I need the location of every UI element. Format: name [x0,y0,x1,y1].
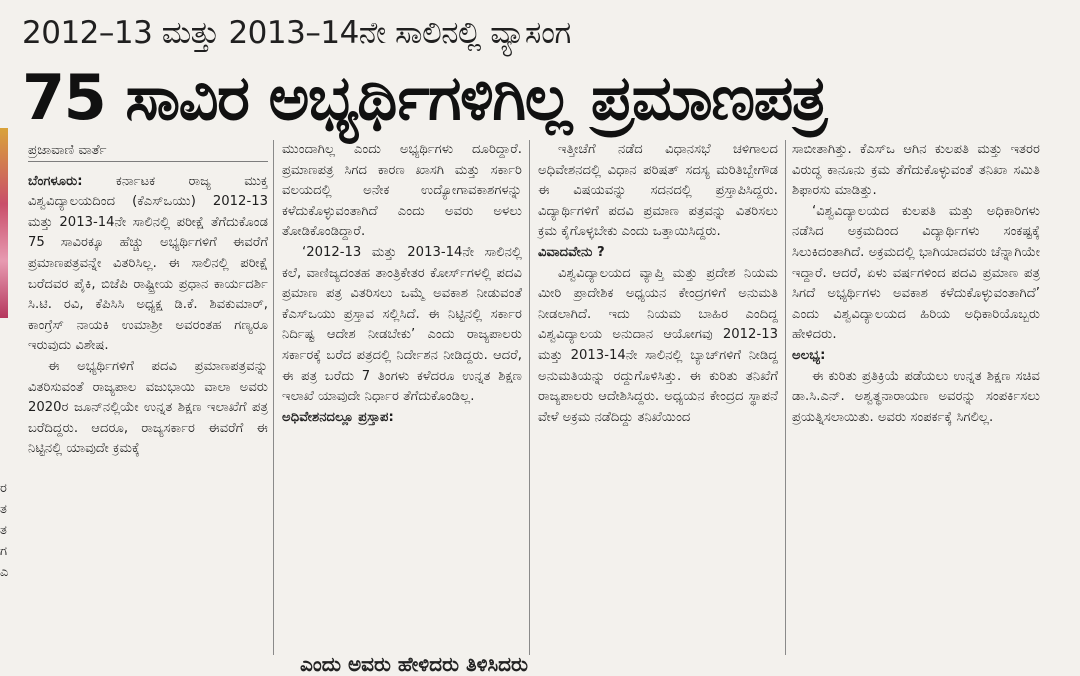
adjacent-column-fragment: ರ ತ ತ ಗ ಎ [0,481,9,580]
article-column-3 [538,140,778,660]
next-headline-fragment: ಎಂದು ಅವರು ಹೇಳಿದರು ತಿಳಿಸಿದರು [300,652,528,676]
paragraph: ‘2012-13 ಮತ್ತು 2013-14ನೇ ಸಾಲಿನಲ್ಲಿ ಕಲೆ, ವಾಣಿಜ್ಯದಂತಹ ತಾಂತ್ರಿಕೇತರ ಕೋರ್ಸ್‌ಗಳಲ್ಲಿ ಪದವಿ ಪ್ರಮಾಣ ಪತ್ರ ವಿತರಿಸಲು ಒಮ್ಮೆ ಅವಕಾಶ ನೀಡುವಂತೆ ಕೆಎಸ್‌ಒಯು ಪ್ರಸ್ತಾವ ಸಲ್ಲಿಸಿದೆ. ಈ ನಿಟ್ಟಿನಲ್ಲಿ ಸರ್ಕಾರ ನಿರ್ದಿಷ್ಟ ಆದೇಶ ನೀಡಬೇಕು’ ಎಂದು ರಾಜ್ಯಪಾಲರು ಸರ್ಕಾರಕ್ಕೆ ಬರೆದ ಪತ್ರದಲ್ಲಿ ನಿರ್ದೇಶನ ನೀಡಿದ್ದರು. ಆದರೆ, ಈ ಪತ್ರ ಬರೆದು 7 ತಿಂಗಳು ಕಳೆದರೂ ಉನ್ನತ ಶಿಕ್ಷಣ ಇಲಾಖೆ ಯಾವುದೇ ನಿರ್ಧಾರ ತೆಗೆದುಕೊಂಡಿಲ್ಲ. [282,244,522,405]
paragraph: ಮುಂದಾಗಿಲ್ಲ ಎಂದು ಅಭ್ಯರ್ಥಿಗಳು ದೂರಿದ್ದಾರೆ. ಪ್ರಮಾಣಪತ್ರ ಸಿಗದ ಕಾರಣ ಖಾಸಗಿ ಮತ್ತು ಸರ್ಕಾರಿ ವಲಯದಲ್ಲಿ ಅನೇಕ ಉದ್ಯೋಗಾವಕಾಶಗಳನ್ನು ಕಳೆದುಕೊಳ್ಳುವಂತಾಗಿದೆ ಎಂದು ಅವರು ಅಳಲು ತೋಡಿಕೊಂಡಿದ್ದಾರೆ. [282,142,522,240]
byline: ಪ್ರಜಾವಾಣಿ ವಾರ್ತೆ [28,142,107,158]
column-rule [273,140,274,655]
subheading: ಅಲಭ್ಯ: [792,347,826,363]
article-column-1 [28,140,268,660]
paragraph: ವಿಶ್ವವಿದ್ಯಾಲಯದ ವ್ಯಾಪ್ತಿ ಮತ್ತು ಪ್ರದೇಶ ನಿಯಮ ಮೀರಿ ಪ್ರಾದೇಶಿಕ ಅಧ್ಯಯನ ಕೇಂದ್ರಗಳಿಗೆ ಅನುಮತಿ ನೀಡಲಾಗಿದೆ. ಇದು ನಿಯಮ ಬಾಹಿರ ಎಂದಿದ್ದ ವಿಶ್ವವಿದ್ಯಾಲಯ ಅನುದಾನ ಆಯೋಗವು 2012-13 ಮತ್ತು 2013-14ನೇ ಸಾಲಿನಲ್ಲಿ ಬ್ಯಾಚ್‌ಗಳಿಗೆ ನೀಡಿದ್ದ ಅನುಮತಿಯನ್ನು ರದ್ದುಗೊಳಿಸಿತ್ತು. ಈ ಕುರಿತು ತನಿಖೆಗೆ ರಾಜ್ಯಪಾಲರು ಆದೇಶಿಸಿದ್ದರು. ಅಧ್ಯಯನ ಕೇಂದ್ರದ ಸ್ಥಾಪನೆ ವೇಳೆ ಅಕ್ರಮ ನಡೆದಿದ್ದು ತನಿಖೆಯಿಂದ [538,265,778,425]
paragraph: ಇತ್ತೀಚೆಗೆ ನಡೆದ ವಿಧಾನಸಭೆ ಚಳಿಗಾಲದ ಅಧಿವೇಶನದಲ್ಲಿ ವಿಧಾನ ಪರಿಷತ್ ಸದಸ್ಯ ಮರಿತಿಬ್ಬೇಗೌಡ ಈ ವಿಷಯವನ್ನು ಸದನದಲ್ಲಿ ಪ್ರಸ್ತಾಪಿಸಿದ್ದರು. ವಿದ್ಯಾರ್ಥಿಗಳಿಗೆ ಪದವಿ ಪ್ರಮಾಣ ಪತ್ರವನ್ನು ವಿತರಿಸಲು ಕ್ರಮ ಕೈಗೊಳ್ಳಬೇಕು ಎಂದು ಒತ್ತಾಯಿಸಿದ್ದರು. [538,142,778,240]
paragraph: ಈ ಅಭ್ಯರ್ಥಿಗಳಿಗೆ ಪದವಿ ಪ್ರಮಾಣಪತ್ರವನ್ನು ವಿತರಿಸುವಂತೆ ರಾಜ್ಯಪಾಲ ವಜುಭಾಯಿ ವಾಲಾ ಅವರು 2020ರ ಜೂನ್‌ನಲ್ಲಿಯೇ ಉನ್ನತ ಶಿಕ್ಷಣ ಇಲಾಖೆಗೆ ಪತ್ರ ಬರೆದಿದ್ದರು. ಆದರೂ, ರಾಜ್ಯಸರ್ಕಾರ ಈವರೆಗೆ ಈ ನಿಟ್ಟಿನಲ್ಲಿ ಯಾವುದೇ ಕ್ರಮಕ್ಕೆ [28,358,268,457]
subheading: ವಿವಾದವೇನು ? [538,244,605,260]
paragraph-text: ಕರ್ನಾಟಕ ರಾಜ್ಯ ಮುಕ್ತ ವಿಶ್ವವಿದ್ಯಾಲಯದಿಂದ (ಕೆಎಸ್‌ಒಯು) 2012-13 ಮತ್ತು 2013-14ನೇ ಸಾಲಿನಲ್ಲಿ ಪರೀಕ್ಷೆ ತೆಗೆದುಕೊಂಡ 75 ಸಾವಿರಕ್ಕೂ ಹೆಚ್ಚು ಅಭ್ಯರ್ಥಿಗಳಿಗೆ ಈವರೆಗೆ ಪ್ರಮಾಣಪತ್ರವನ್ನೇ ವಿತರಿಸಿಲ್ಲ. ಈ ಸಾಲಿನಲ್ಲಿ ಪರೀಕ್ಷೆ ಬರೆದವರ ಪೈಕಿ, ಬಿಜೆಪಿ ರಾಷ್ಟ್ರೀಯ ಪ್ರಧಾನ ಕಾರ್ಯದರ್ಶಿ ಸಿ.ಟಿ. ರವಿ, ಕೆಪಿಸಿಸಿ ಅಧ್ಯಕ್ಷ ಡಿ.ಕೆ. ಶಿವಕುಮಾರ್, ಕಾಂಗ್ರೆಸ್ ನಾಯಕಿ ಉಮಾಶ್ರೀ ಅವರಂತಹ ಗಣ್ಯರೂ ಇರುವುದು ವಿಶೇಷ. [28,173,268,354]
main-headline: 75 ಸಾವಿರ ಅಭ್ಯರ್ಥಿಗಳಿಗಿಲ್ಲ ಪ್ರಮಾಣಪತ್ರ [22,61,826,134]
adjacent-photo-edge [0,128,8,318]
article-column-2 [282,140,522,660]
paragraph: ‘ವಿಶ್ವವಿದ್ಯಾಲಯದ ಕುಲಪತಿ ಮತ್ತು ಅಧಿಕಾರಿಗಳು ನಡೆಸಿದ ಅಕ್ರಮದಿಂದ ವಿದ್ಯಾರ್ಥಿಗಳು ಸಂಕಷ್ಟಕ್ಕೆ ಸಿಲುಕಿದಂತಾಗಿದೆ. ಅಕ್ರಮದಲ್ಲಿ ಭಾಗಿಯಾದವರು ಚೆನ್ನಾಗಿಯೇ ಇದ್ದಾರೆ. ಆದರೆ, ಏಳು ವರ್ಷಗಳಿಂದ ಪದವಿ ಪ್ರಮಾಣ ಪತ್ರ ಸಿಗದೆ ಅಭ್ಯರ್ಥಿಗಳು ಅವಕಾಶ ಕಳೆದುಕೊಳ್ಳುವಂತಾಗಿದೆ’ ಎಂದು ವಿಶ್ವವಿದ್ಯಾಲಯದ ಹಿರಿಯ ಅಧಿಕಾರಿಯೊಬ್ಬರು ಹೇಳಿದರು. [792,203,1040,343]
paragraph: ಸಾಬೀತಾಗಿತ್ತು. ಕೆಎಸ್‌ಒ ಆಗಿನ ಕುಲಪತಿ ಮತ್ತು ಇತರರ ವಿರುದ್ಧ ಕಾನೂನು ಕ್ರಮ ತೆಗೆದುಕೊಳ್ಳುವಂತೆ ತನಿಖಾ ಸಮಿತಿ ಶಿಫಾರಸು ಮಾಡಿತ್ತು. [792,142,1040,199]
paragraph [28,172,268,357]
dateline: ಬೆಂಗಳೂರು: [28,173,83,189]
column-rule [529,140,530,655]
column-rule [785,140,786,655]
byline-divider [28,161,268,162]
paragraph: ಈ ಕುರಿತು ಪ್ರತಿಕ್ರಿಯೆ ಪಡೆಯಲು ಉನ್ನತ ಶಿಕ್ಷಣ ಸಚಿವ ಡಾ.ಸಿ.ಎನ್. ಅಶ್ವತ್ಥನಾರಾಯಣ ಅವರನ್ನು ಸಂಪರ್ಕಿಸಲು ಪ್ರಯತ್ನಿಸಲಾಯಿತು. ಅವರು ಸಂಪರ್ಕಕ್ಕೆ ಸಿಗಲಿಲ್ಲ. [792,368,1040,425]
article-column-4 [792,140,1040,660]
kicker-headline: 2012–13 ಮತ್ತು 2013–14ನೇ ಸಾಲಿನಲ್ಲಿ ವ್ಯಾಸಂಗ [22,15,571,51]
subheading: ಅಧಿವೇಶನದಲ್ಲೂ ಪ್ರಸ್ತಾಪ: [282,409,394,425]
